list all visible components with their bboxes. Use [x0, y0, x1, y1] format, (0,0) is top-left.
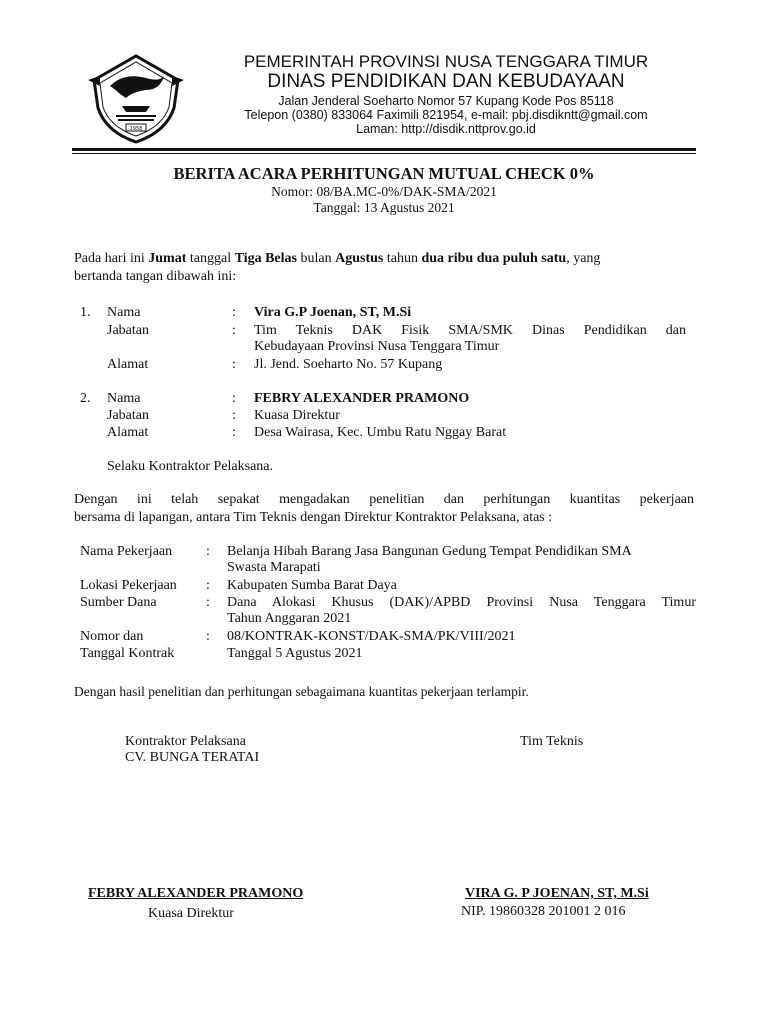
- sign-left-company: CV. BUNGA TERATAI: [125, 750, 260, 765]
- party2-alamat-label: Alamat: [107, 425, 149, 440]
- sign-left-title: Kuasa Direktur: [148, 906, 234, 921]
- party2-alamat: Desa Wairasa, Kec. Umbu Ratu Nggay Barat: [254, 425, 507, 440]
- lokasi-label: Lokasi Pekerjaan: [80, 578, 177, 593]
- colon: :: [206, 544, 210, 559]
- intro-year: dua ribu dua puluh satu: [421, 251, 567, 266]
- dana-value-line1: Dana Alokasi Khusus (DAK)/APBD Provinsi Nusa Tenggara Timur: [227, 595, 696, 610]
- lokasi-value: Kabupaten Sumba Barat Daya: [227, 578, 397, 593]
- colon: :: [206, 578, 210, 593]
- closing-statement: Dengan hasil penelitian dan perhitungan sebagaimana kuantitas pekerjaan terlampir.: [74, 684, 529, 699]
- party1-jabatan-label: Jabatan: [107, 323, 149, 338]
- colon: :: [232, 408, 236, 423]
- colon: :: [232, 425, 236, 440]
- intro-date: Tiga Belas: [234, 251, 297, 266]
- colon: :: [206, 595, 210, 610]
- document-number: Nomor: 08/BA.MC-0%/DAK-SMA/2021: [271, 184, 497, 199]
- colon: :: [232, 305, 236, 320]
- sign-left-role: Kontraktor Pelaksana: [125, 734, 246, 749]
- pekerjaan-value-line2: Swasta Marapati: [227, 560, 321, 575]
- header-phone: Telepon (0380) 833064 Faximili 821954, e-mail: pbj.disdikntt@gmail.com: [244, 108, 648, 122]
- pekerjaan-label: Nama Pekerjaan: [80, 544, 173, 559]
- dana-value-line2: Tahun Anggaran 2021: [227, 611, 352, 626]
- intro-line-2: bertanda tangan dibawah ini:: [74, 269, 237, 284]
- party1-alamat: Jl. Jend. Soeharto No. 57 Kupang: [254, 357, 443, 372]
- party1-nama: Vira G.P Joenan, ST, M.Si: [254, 305, 412, 320]
- header-divider-thick: [72, 148, 696, 151]
- dana-label: Sumber Dana: [80, 595, 157, 610]
- kontrak-label-line2: Tanggal Kontrak: [80, 646, 175, 661]
- document-title: BERITA ACARA PERHITUNGAN MUTUAL CHECK 0%: [173, 164, 595, 183]
- intro-text: tahun: [383, 251, 422, 266]
- intro-day: Jumat: [148, 251, 187, 266]
- colon: :: [232, 357, 236, 372]
- intro-month: Agustus: [335, 251, 384, 266]
- colon: :: [232, 391, 236, 406]
- header-government-name: PEMERINTAH PROVINSI NUSA TENGGARA TIMUR: [243, 52, 649, 71]
- intro-line-1: [74, 250, 694, 268]
- kontrak-date: Tanggal 5 Agustus 2021: [227, 646, 363, 661]
- document-date: Tanggal: 13 Agustus 2021: [313, 200, 455, 215]
- party1-jabatan-line1: Tim Teknis DAK Fisik SMA/SMK Dinas Pendidikan dan: [254, 323, 686, 338]
- svg-text:1958: 1958: [129, 126, 143, 132]
- sign-right-role: Tim Teknis: [520, 734, 584, 749]
- sign-right-nip: NIP. 19860328 201001 2 016: [461, 904, 626, 919]
- party1-alamat-label: Alamat: [107, 357, 149, 372]
- colon: :: [232, 323, 236, 338]
- kontrak-label-line1: Nomor dan: [80, 629, 144, 644]
- agreement-line-1: Dengan ini telah sepakat mengadakan penelitian dan perhitungan kuantitas pekerjaan: [74, 492, 694, 507]
- pekerjaan-value-line1: Belanja Hibah Barang Jasa Bangunan Gedung Tempat Pendidikan SMA: [227, 544, 632, 559]
- party2-jabatan: Kuasa Direktur: [254, 408, 340, 423]
- header-divider-thin: [72, 153, 696, 154]
- intro-text: Pada hari ini: [74, 251, 149, 266]
- kontrak-number: 08/KONTRAK-KONST/DAK-SMA/PK/VIII/2021: [227, 629, 516, 644]
- header-address: Jalan Jenderal Soeharto Nomor 57 Kupang Kode Pos 85118: [278, 94, 614, 108]
- party2-nama-label: Nama: [107, 391, 141, 406]
- header-website: Laman: http://disdik.nttprov.go.id: [356, 122, 536, 136]
- sign-right-name: VIRA G. P JOENAN, ST, M.Si: [465, 886, 649, 901]
- agreement-line-2: bersama di lapangan, antara Tim Teknis dengan Direktur Kontraktor Pelaksana, atas :: [74, 510, 553, 525]
- party2-nama: FEBRY ALEXANDER PRAMONO: [254, 391, 470, 406]
- intro-text: bulan: [296, 251, 336, 266]
- party1-number: 1.: [80, 305, 91, 320]
- party2-number: 2.: [80, 391, 91, 406]
- provincial-emblem-logo: [86, 50, 186, 146]
- selaku-statement: Selaku Kontraktor Pelaksana.: [107, 459, 274, 474]
- intro-text: , yang: [566, 251, 601, 266]
- sign-left-name: FEBRY ALEXANDER PRAMONO: [88, 886, 304, 901]
- party1-nama-label: Nama: [107, 305, 141, 320]
- intro-text: tanggal: [186, 251, 235, 266]
- party1-jabatan-line2: Kebudayaan Provinsi Nusa Tenggara Timur: [254, 339, 500, 354]
- party2-jabatan-label: Jabatan: [107, 408, 149, 423]
- colon: :: [206, 629, 210, 644]
- header-agency-name: DINAS PENDIDIKAN DAN KEBUDAYAAN: [267, 71, 625, 92]
